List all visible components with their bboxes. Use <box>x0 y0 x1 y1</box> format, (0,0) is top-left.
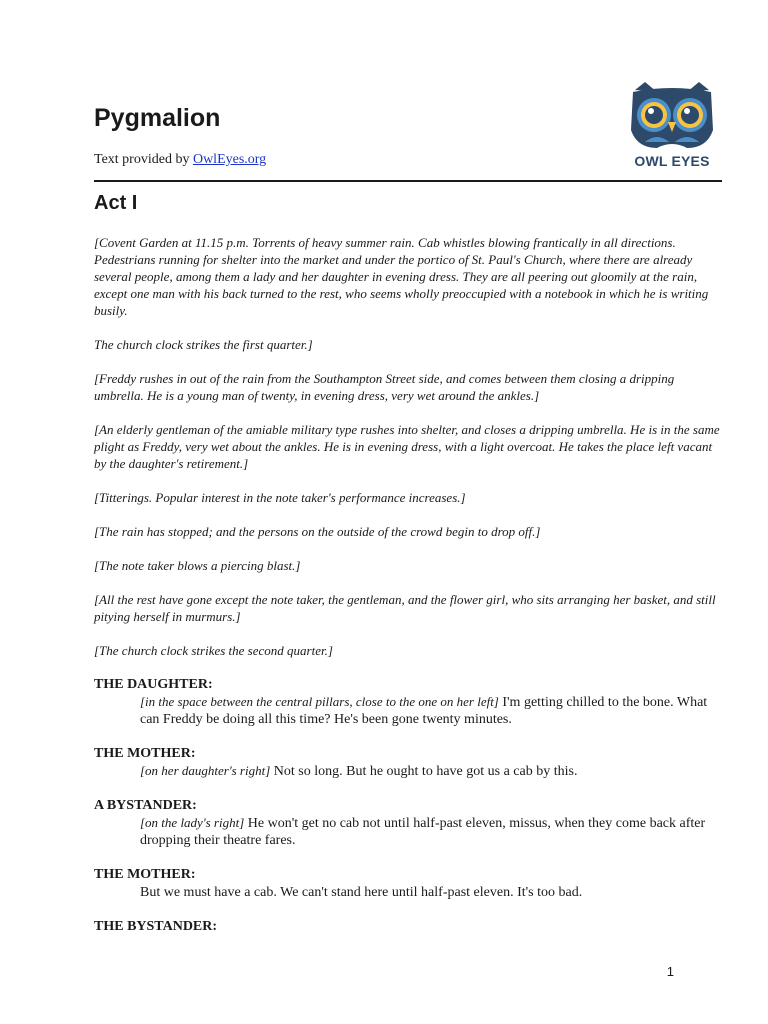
speaker-name: THE DAUGHTER: <box>94 677 213 692</box>
logo-wordmark: OWL EYES <box>634 153 710 169</box>
stage-direction: [All the rest have gone except the note taker, the gentleman, and the flower girl, who sits arranging her basket, and still pitying herself in murmurs.] <box>94 592 716 624</box>
attribution-line <box>94 152 266 168</box>
speech-block <box>94 918 722 935</box>
speech-line <box>140 762 722 780</box>
header-divider <box>94 180 722 182</box>
inline-direction: [in the space between the central pillars, close to the one on her left] <box>140 694 499 709</box>
document-page <box>94 0 722 1024</box>
speech-text: But we must have a cab. We can't stand here until half-past eleven. It's too bad. <box>140 885 583 900</box>
stage-direction: The church clock strikes the first quarter.] <box>94 337 313 352</box>
speaker-name: THE MOTHER: <box>94 746 196 761</box>
speech-block <box>94 797 722 849</box>
stage-direction: [The rain has stopped; and the persons on the outside of the crowd begin to drop off.] <box>94 524 541 539</box>
act-heading: Act I <box>94 192 138 214</box>
inline-direction: [on her daughter's right] <box>140 763 271 778</box>
document-title: Pygmalion <box>94 104 221 132</box>
stage-direction: [The church clock strikes the second quarter.] <box>94 643 333 658</box>
speaker-name: THE MOTHER: <box>94 867 196 882</box>
speech-block <box>94 745 722 780</box>
owleyes-link[interactable]: OwlEyes.org <box>192 152 267 167</box>
speech-text: Not so long. But he ought to have got us a cab by this. <box>270 764 578 779</box>
speech-block <box>94 866 722 901</box>
attribution-prefix: Text provided by <box>94 152 193 167</box>
inline-direction: [on the lady's right] <box>140 815 245 830</box>
speaker-name: THE BYSTANDER: <box>94 919 218 934</box>
stage-direction: [Covent Garden at 11.15 p.m. Torrents of heavy summer rain. Cab whistles blowing frantically in all directions. Pedestrians running for shelter into the market and under the portico of St. Paul's Church, where there are already several people, among them a lady and her daughter in evening dress. They are all peering out gloomily at the rain, except one man with his back turned to the rest, who seems wholly preoccupied with a notebook in which he is writing busily. <box>94 235 709 318</box>
speech-line <box>140 883 722 901</box>
speech-line <box>140 814 722 849</box>
speaker-name: A BYSTANDER: <box>94 798 197 813</box>
owl-icon <box>627 82 717 152</box>
speech-line <box>140 693 722 728</box>
speech-text: He won't get no cab not until half-past eleven, missus, when they come back after dropping their theatre fares. <box>140 816 706 848</box>
stage-direction: [An elderly gentleman of the amiable military type rushes into shelter, and closes a dripping umbrella. He is in the same plight as Freddy, very wet about the ankles. He is in evening dress, with a light overcoat. He takes the place left vacant by the daughter's retirement.] <box>94 422 720 471</box>
stage-direction: [The note taker blows a piercing blast.] <box>94 558 301 573</box>
owl-eyes-logo[interactable] <box>626 82 718 169</box>
page-number: 1 <box>666 964 674 979</box>
speech-block <box>94 676 722 728</box>
speech-text: I'm getting chilled to the bone. What can Freddy be doing all this time? He's been gone twenty minutes. <box>140 695 708 727</box>
play-text <box>94 234 722 952</box>
stage-direction: [Titterings. Popular interest in the note taker's performance increases.] <box>94 490 466 505</box>
stage-direction: [Freddy rushes in out of the rain from the Southampton Street side, and comes between them closing a dripping umbrella. He is a young man of twenty, in evening dress, very wet around the ankles.] <box>94 371 675 403</box>
document-header <box>94 98 722 180</box>
